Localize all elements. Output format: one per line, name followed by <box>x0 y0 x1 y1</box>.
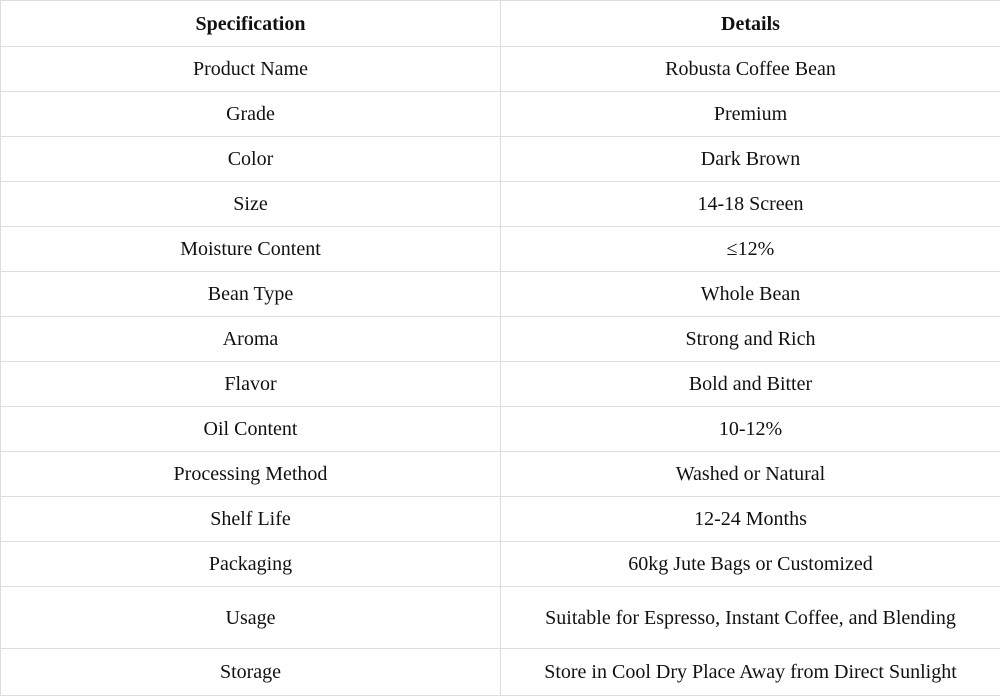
table-row <box>1 47 1000 92</box>
spec-name-cell: Grade <box>1 92 501 137</box>
spec-name-cell: Oil Content <box>1 407 501 452</box>
spec-value-cell: 12-24 Months <box>501 497 1000 542</box>
spec-name-cell: Product Name <box>1 47 501 92</box>
spec-name-cell: Processing Method <box>1 452 501 497</box>
spec-value-cell: Bold and Bitter <box>501 362 1000 407</box>
spec-name-cell: Bean Type <box>1 272 501 317</box>
table-row <box>1 362 1000 407</box>
table-row <box>1 452 1000 497</box>
spec-value-cell: Dark Brown <box>501 137 1000 182</box>
table-row <box>1 272 1000 317</box>
spec-name-cell: Usage <box>1 587 501 649</box>
table-row <box>1 137 1000 182</box>
spec-value-cell: 60kg Jute Bags or Customized <box>501 542 1000 587</box>
table-row <box>1 649 1000 696</box>
spec-name-cell: Moisture Content <box>1 227 501 272</box>
spec-value-cell: Whole Bean <box>501 272 1000 317</box>
spec-value-cell: Store in Cool Dry Place Away from Direct Sunlight <box>501 649 1000 696</box>
table-row <box>1 182 1000 227</box>
spec-name-cell: Shelf Life <box>1 497 501 542</box>
spec-name-cell: Size <box>1 182 501 227</box>
spec-value-cell: Premium <box>501 92 1000 137</box>
spec-value-cell: Suitable for Espresso, Instant Coffee, and Blending <box>501 587 1000 649</box>
table-row <box>1 92 1000 137</box>
spec-value-cell: 10-12% <box>501 407 1000 452</box>
table-row <box>1 542 1000 587</box>
spec-name-cell: Aroma <box>1 317 501 362</box>
spec-value-cell: 14-18 Screen <box>501 182 1000 227</box>
table-row <box>1 497 1000 542</box>
spec-name-cell: Flavor <box>1 362 501 407</box>
spec-value-cell: Strong and Rich <box>501 317 1000 362</box>
header-specification: Specification <box>1 1 501 47</box>
table-row <box>1 227 1000 272</box>
spec-name-cell: Storage <box>1 649 501 696</box>
spec-name-cell: Color <box>1 137 501 182</box>
spec-value-cell: Washed or Natural <box>501 452 1000 497</box>
header-details: Details <box>501 1 1000 47</box>
spec-value-cell: Robusta Coffee Bean <box>501 47 1000 92</box>
spec-name-cell: Packaging <box>1 542 501 587</box>
table-row <box>1 407 1000 452</box>
spec-value-cell: ≤12% <box>501 227 1000 272</box>
table-row <box>1 317 1000 362</box>
table-header-row <box>1 1 1000 47</box>
table-row <box>1 587 1000 649</box>
